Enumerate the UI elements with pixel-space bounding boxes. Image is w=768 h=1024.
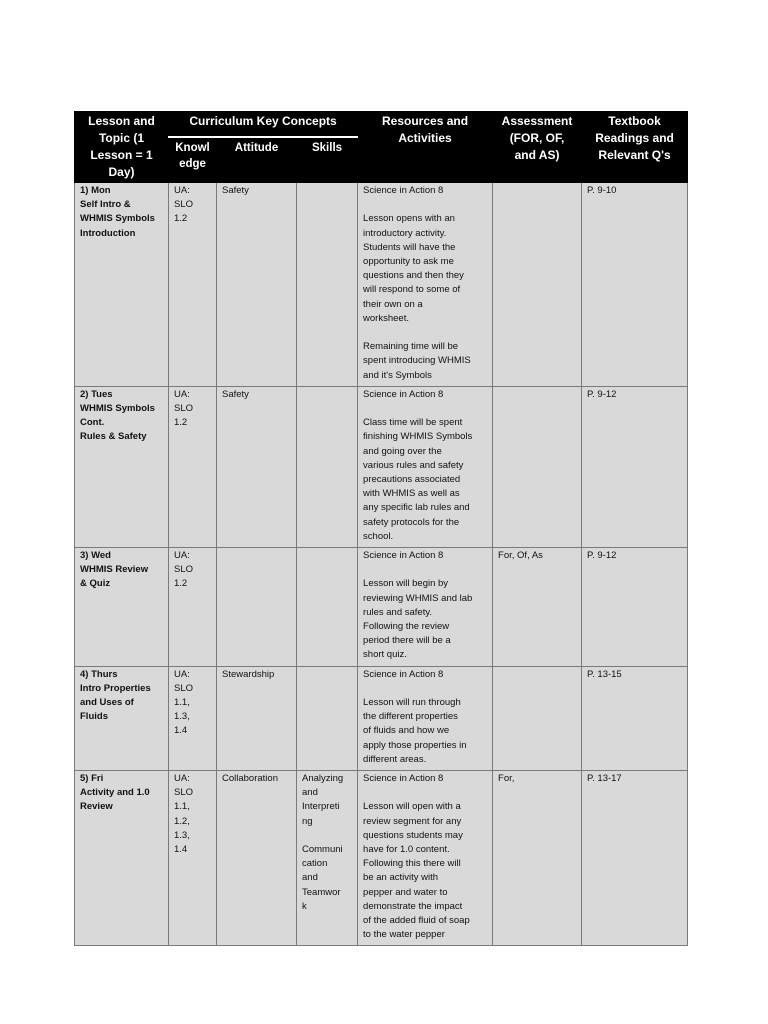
cell-text-line: 2) Tues: [80, 388, 113, 400]
cell-text-line: safety protocols for the: [363, 516, 460, 528]
cell-text-line: spent introducing WHMIS: [363, 355, 471, 367]
lesson-topic-cell: [75, 771, 169, 946]
cell-text-line: pepper and water to: [363, 886, 448, 898]
cell-text-line: 1.2: [174, 213, 188, 225]
cell-text-line: UA:: [174, 185, 190, 196]
cell-text-line: 1.3,: [174, 711, 190, 723]
cell-text-line: Fluids: [80, 711, 108, 723]
cell-text-line: cation: [302, 858, 328, 870]
textbook-cell: P. 9-10: [582, 183, 688, 387]
table-row: [75, 771, 688, 946]
cell-text-line: Following the review: [363, 621, 450, 633]
cell-text-line: 1.3,: [174, 829, 190, 841]
cell-text-line: UA:: [174, 773, 190, 785]
lesson-topic-cell: [75, 548, 169, 667]
cell-text-line: Stewardship: [222, 668, 275, 680]
cell-text-line: 1.4: [174, 725, 188, 737]
cell-text-line: 1.2: [174, 417, 188, 429]
cell-text-line: Resources and: [382, 114, 469, 128]
cell-text-line: 3) Wed: [80, 550, 111, 562]
header-knowledge: [169, 137, 217, 183]
lesson-topic-cell: [75, 183, 169, 387]
cell-text-line: precautions associated: [363, 474, 461, 486]
cell-text-line: Collaboration: [222, 773, 278, 785]
cell-text-line: be an activity with: [363, 872, 439, 884]
cell-text-line: various rules and safety: [363, 459, 464, 471]
paragraph-gap: [363, 786, 487, 800]
cell-text-line: WHMIS Symbols: [80, 403, 155, 415]
cell-text-line: Lesson = 1: [90, 148, 153, 162]
skills-cell: [297, 771, 358, 946]
resources-cell: [358, 386, 493, 547]
cell-text-line: SLO: [174, 199, 194, 211]
cell-text-line: ng: [302, 815, 313, 827]
attitude-cell: [217, 386, 297, 547]
cell-text-line: WHMIS Review: [80, 564, 149, 576]
resource-title: Science in Action 8: [363, 773, 444, 785]
header-row: [75, 112, 688, 137]
cell-text-line: Safety: [222, 185, 249, 196]
table-row: [75, 386, 688, 547]
table-row: [75, 666, 688, 770]
cell-text-line: Class time will be spent: [363, 417, 463, 429]
cell-text-line: SLO: [174, 403, 194, 415]
header-curriculum-key-concepts: Curriculum Key Concepts: [169, 112, 358, 137]
cell-text-line: Safety: [222, 388, 249, 400]
cell-text-line: questions and then they: [363, 270, 464, 282]
cell-text-line: Students will have the: [363, 241, 456, 253]
cell-text-line: demonstrate the impact: [363, 900, 463, 912]
cell-text-line: and Uses of: [80, 697, 134, 709]
cell-text-line: their own on a: [363, 298, 423, 310]
paragraph-gap: [363, 563, 487, 577]
cell-text-line: short quiz.: [363, 649, 407, 661]
cell-text-line: opportunity to ask me: [363, 256, 454, 267]
cell-text-line: the different properties: [363, 711, 458, 723]
cell-text-line: 1.4: [174, 844, 188, 856]
cell-text-line: SLO: [174, 682, 194, 694]
textbook-cell: P. 9-12: [582, 386, 688, 547]
attitude-cell: [217, 183, 297, 387]
header-textbook: [582, 112, 688, 183]
paragraph-gap: [363, 198, 487, 212]
cell-text-line: of the added fluid of soap: [363, 915, 470, 927]
cell-text-line: have for 1.0 content.: [363, 844, 450, 856]
cell-text-line: Analyzing: [302, 773, 344, 785]
cell-text-line: Cont.: [80, 417, 105, 429]
knowledge-cell: [169, 548, 217, 667]
cell-text-line: Knowl: [175, 141, 210, 154]
cell-text-line: rules and safety.: [363, 606, 433, 618]
lesson-topic-cell: [75, 666, 169, 770]
header-skills: Skills: [297, 137, 358, 183]
cell-text-line: Relevant Q's: [598, 148, 671, 162]
textbook-cell: P. 13-17: [582, 771, 688, 946]
cell-text-line: worksheet.: [363, 312, 409, 324]
cell-text-line: questions students may: [363, 829, 463, 841]
cell-text-line: Assessment: [501, 114, 573, 128]
cell-text-line: school.: [363, 530, 394, 542]
cell-text-line: Following this there will: [363, 858, 461, 870]
cell-text-line: Lesson will open with a: [363, 801, 461, 813]
cell-text-line: and AS): [514, 148, 560, 162]
cell-text-line: 1) Mon: [80, 185, 111, 196]
assessment-cell: [493, 666, 582, 770]
cell-text-line: of fluids and how we: [363, 725, 450, 737]
lesson-plan-table: [74, 111, 688, 946]
cell-text-line: finishing WHMIS Symbols: [363, 431, 473, 443]
cell-text-line: and: [302, 872, 318, 884]
cell-text-line: and going over the: [363, 445, 442, 457]
cell-text-line: period there will be a: [363, 635, 451, 647]
cell-text-line: to the water pepper: [363, 929, 445, 941]
cell-text-line: Day): [108, 165, 135, 179]
skills-cell: [297, 386, 358, 547]
cell-text-line: Review: [80, 801, 113, 813]
resources-cell: [358, 666, 493, 770]
attitude-cell: [217, 771, 297, 946]
cell-text-line: (FOR, OF,: [509, 131, 565, 145]
cell-text-line: Intro Properties: [80, 682, 151, 694]
cell-text-line: UA:: [174, 388, 190, 400]
cell-text-line: reviewing WHMIS and lab: [363, 592, 473, 604]
attitude-cell: [217, 666, 297, 770]
cell-text-line: Remaining time will be: [363, 341, 459, 353]
header-attitude: Attitude: [217, 137, 297, 183]
lesson-topic-cell: [75, 386, 169, 547]
resource-title: Science in Action 8: [363, 668, 444, 680]
resource-title: Science in Action 8: [363, 388, 444, 400]
cell-text-line: UA:: [174, 550, 190, 562]
knowledge-cell: [169, 386, 217, 547]
cell-text-line: Self Intro &: [80, 199, 131, 211]
skills-cell: [297, 666, 358, 770]
paragraph-gap: [363, 326, 487, 340]
cell-text-line: different areas.: [363, 753, 427, 765]
resources-cell: [358, 548, 493, 667]
skills-cell: [297, 183, 358, 387]
cell-text-line: 1.2: [174, 578, 188, 590]
resource-title: Science in Action 8: [363, 550, 444, 562]
header-assessment: [493, 112, 582, 183]
knowledge-cell: [169, 183, 217, 387]
resource-title: Science in Action 8: [363, 185, 444, 196]
cell-text-line: & Quiz: [80, 578, 111, 590]
cell-text-line: Topic (1: [98, 131, 145, 145]
cell-text-line: Textbook: [608, 114, 661, 128]
cell-text-line: and: [302, 787, 318, 799]
cell-text-line: Rules & Safety: [80, 431, 147, 443]
cell-text-line: apply those properties in: [363, 739, 467, 751]
table-row: [75, 183, 688, 387]
header-resources-activities: [358, 112, 493, 183]
cell-text-line: [302, 829, 352, 843]
textbook-cell: P. 13-15: [582, 666, 688, 770]
cell-text-line: review segment for any: [363, 815, 462, 827]
header-lesson-topic: [75, 112, 169, 183]
cell-text-line: edge: [179, 157, 206, 170]
cell-text-line: SLO: [174, 787, 194, 799]
lesson-plan-table-wrapper: [74, 111, 687, 946]
assessment-cell: [493, 386, 582, 547]
cell-text-line: and it's Symbols: [363, 369, 432, 381]
cell-text-line: Lesson will run through: [363, 697, 461, 709]
cell-text-line: UA:: [174, 668, 190, 680]
cell-text-line: Lesson opens with an: [363, 213, 455, 225]
skills-cell: [297, 548, 358, 667]
resources-cell: [358, 183, 493, 387]
cell-text-line: k: [302, 900, 307, 912]
cell-text-line: Introduction: [80, 227, 136, 239]
cell-text-line: 1.1,: [174, 697, 190, 709]
cell-text-line: will respond to some of: [363, 284, 461, 296]
table-row: [75, 548, 688, 667]
cell-text-line: introductory activity.: [363, 227, 447, 239]
attitude-cell: [217, 548, 297, 667]
paragraph-gap: [363, 682, 487, 696]
cell-text-line: 1.2,: [174, 815, 190, 827]
assessment-cell: For, Of, As: [493, 548, 582, 667]
cell-text-line: 4) Thurs: [80, 668, 118, 680]
cell-text-line: 5) Fri: [80, 773, 104, 785]
cell-text-line: with WHMIS as well as: [363, 488, 460, 500]
cell-text-line: any specific lab rules and: [363, 502, 470, 514]
knowledge-cell: [169, 771, 217, 946]
cell-text-line: SLO: [174, 564, 194, 576]
cell-text-line: Lesson and: [88, 114, 155, 128]
resources-cell: [358, 771, 493, 946]
cell-text-line: Interpreti: [302, 801, 340, 813]
cell-text-line: Readings and: [595, 131, 674, 145]
cell-text-line: Teamwor: [302, 886, 341, 898]
cell-text-line: Activity and 1.0: [80, 787, 150, 799]
paragraph-gap: [363, 402, 487, 416]
cell-text-line: Communi: [302, 844, 343, 856]
assessment-cell: For,: [493, 771, 582, 946]
knowledge-cell: [169, 666, 217, 770]
assessment-cell: [493, 183, 582, 387]
cell-text-line: Lesson will begin by: [363, 578, 449, 590]
cell-text-line: WHMIS Symbols: [80, 213, 155, 225]
cell-text-line: Activities: [398, 131, 452, 145]
textbook-cell: P. 9-12: [582, 548, 688, 667]
cell-text-line: 1.1,: [174, 801, 190, 813]
